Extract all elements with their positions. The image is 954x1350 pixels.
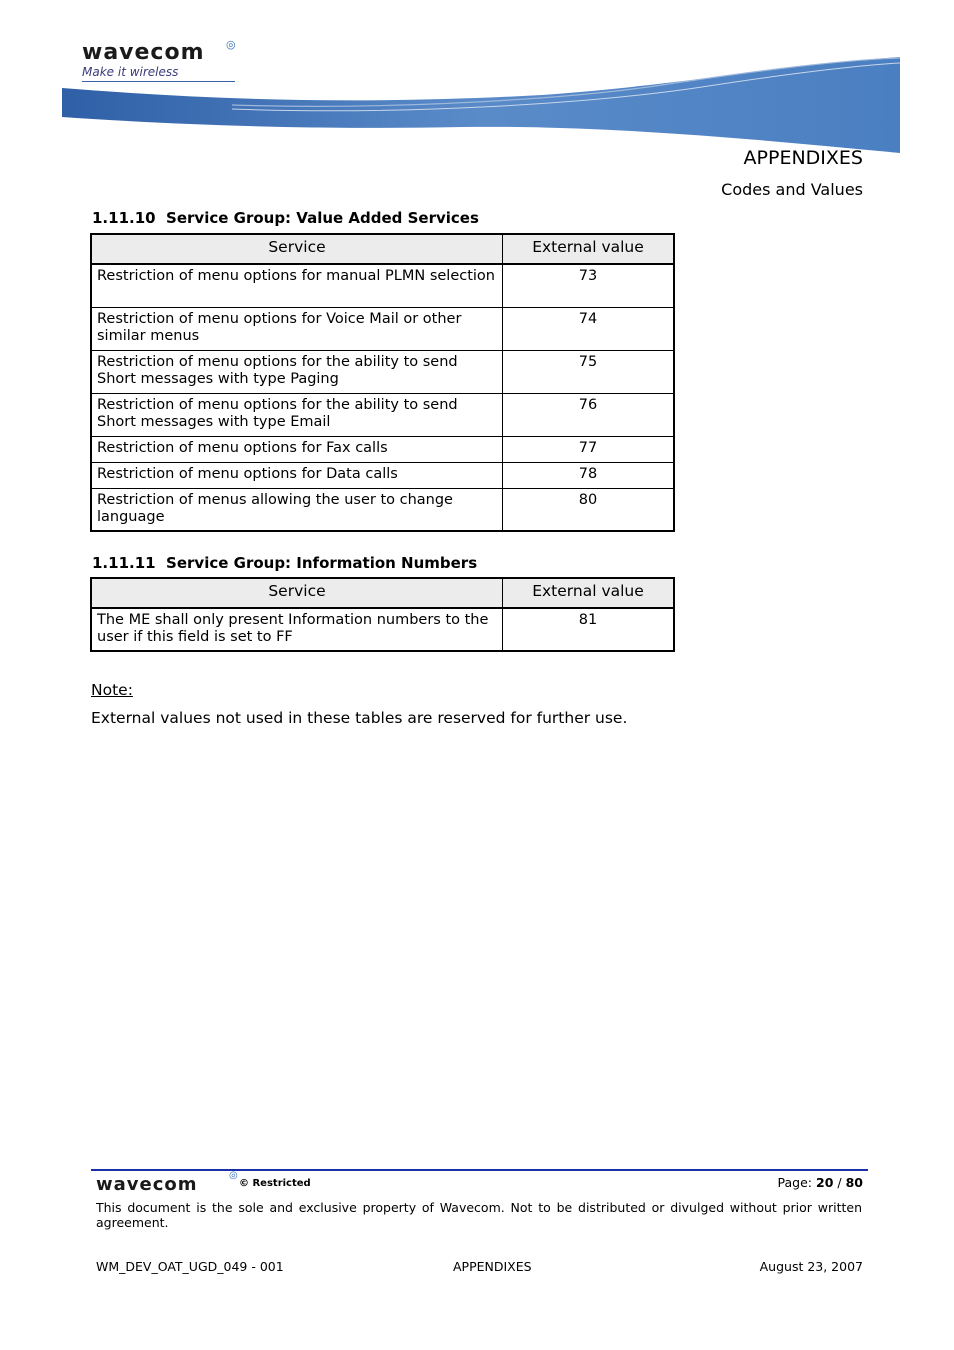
logo-wordmark: wavecom: [82, 40, 205, 65]
service-cell: The ME shall only present Information numbers to the user if this field is set to FF: [91, 608, 503, 651]
table-row: [91, 307, 674, 350]
page-total: 80: [845, 1175, 863, 1190]
column-header-external-value: External value: [503, 234, 675, 264]
header-title: APPENDIXES: [743, 147, 863, 169]
value-cell: 74: [503, 307, 675, 350]
footer-section-name: APPENDIXES: [453, 1259, 532, 1274]
footer-page-number: [778, 1175, 863, 1190]
service-cell: Restriction of menu options for the ability to send Short messages with type Email: [91, 393, 503, 436]
table-row: [91, 264, 674, 307]
value-cell: 81: [503, 608, 675, 651]
footer-date: August 23, 2007: [759, 1259, 863, 1274]
information-numbers-table: [90, 577, 675, 652]
table-row: [91, 393, 674, 436]
footer-restricted: © Restricted: [239, 1178, 311, 1189]
footer-logo-swirl-icon: ◎: [229, 1170, 238, 1181]
table-row: [91, 350, 674, 393]
value-cell: 80: [503, 488, 675, 531]
table-row: [91, 608, 674, 651]
footer-rule: [91, 1169, 868, 1171]
value-cell: 75: [503, 350, 675, 393]
section-heading-information-numbers: [92, 554, 477, 572]
value-added-services-table: [90, 233, 675, 532]
page-current: 20: [816, 1175, 834, 1190]
column-header-external-value: External value: [503, 578, 675, 608]
logo-tagline: Make it wireless: [82, 65, 179, 79]
value-cell: 77: [503, 436, 675, 462]
section-title: Service Group: Information Numbers: [166, 554, 478, 572]
table-header-row: [91, 578, 674, 608]
service-cell: Restriction of menus allowing the user to change language: [91, 488, 503, 531]
service-cell: Restriction of menu options for the ability to send Short messages with type Paging: [91, 350, 503, 393]
service-cell: Restriction of menu options for Voice Mail or other similar menus: [91, 307, 503, 350]
header-subtitle: Codes and Values: [721, 180, 863, 199]
footer-doc-reference: WM_DEV_OAT_UGD_049 - 001: [96, 1259, 284, 1274]
section-number: 1.11.10: [92, 209, 156, 227]
note-label: Note:: [91, 681, 133, 699]
section-title: Service Group: Value Added Services: [166, 209, 479, 227]
footer-legal-notice: This document is the sole and exclusive property of Wavecom. Not to be distributed or divulged without prior written agreement.: [96, 1200, 862, 1230]
value-cell: 76: [503, 393, 675, 436]
service-cell: Restriction of menu options for Fax calls: [91, 436, 503, 462]
value-cell: 73: [503, 264, 675, 307]
value-cell: 78: [503, 462, 675, 488]
service-cell: Restriction of menu options for manual PLMN selection: [91, 264, 503, 307]
footer-logo: wavecom: [96, 1174, 198, 1195]
table-row: [91, 436, 674, 462]
service-cell: Restriction of menu options for Data calls: [91, 462, 503, 488]
logo-swirl-icon: ◎: [226, 38, 236, 51]
table-row: [91, 462, 674, 488]
column-header-service: Service: [91, 234, 503, 264]
table-header-row: [91, 234, 674, 264]
header-wave-banner: [62, 55, 900, 155]
page-separator: /: [837, 1175, 842, 1190]
section-number: 1.11.11: [92, 554, 156, 572]
page-label: Page:: [777, 1175, 813, 1190]
table-row: [91, 488, 674, 531]
column-header-service: Service: [91, 578, 503, 608]
note-text: External values not used in these tables are reserved for further use.: [91, 709, 628, 727]
section-heading-value-added: [92, 209, 479, 227]
